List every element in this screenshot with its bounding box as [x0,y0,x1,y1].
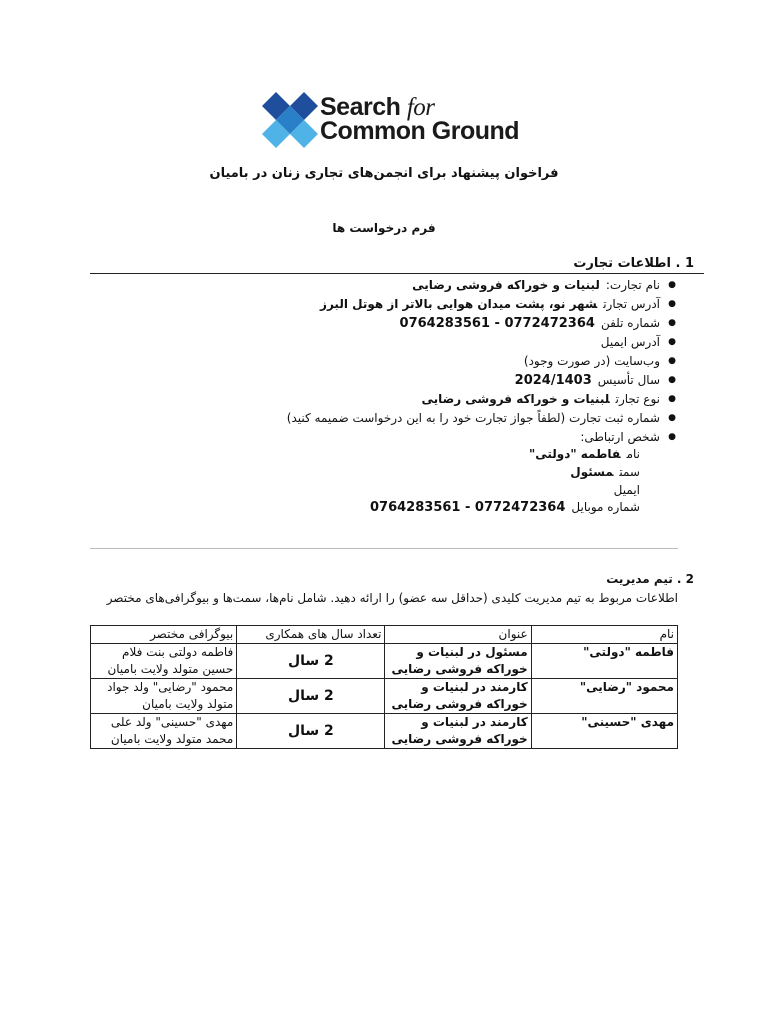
list-item-business-type [198,390,678,409]
field-value: لبنیات و خوراکه فروشی رضایی [421,392,610,406]
section-divider [90,548,678,549]
bullet-icon: ● [668,280,676,290]
contact-name: نامفاطمه "دولتی" [528,447,640,461]
member-role: کارمند در لبنیات و خوراکه فروشی رضایی [385,679,531,714]
bullet-icon: ● [668,394,676,404]
list-item-contact-person [198,428,678,447]
contact-mobile: شماره موبایل0772472364 - 0764283561 [370,500,640,515]
field-value: 0772472364 - 0764283561 [399,316,595,331]
bullet-icon: ● [668,432,676,442]
field-label: شماره تلفن [600,316,660,330]
bullet-icon: ● [668,337,676,347]
list-item-website [198,352,678,371]
member-name: مهدی "حسینی" [531,714,677,749]
bullet-icon: ● [668,375,676,385]
logo-line-1: Search for [320,93,435,121]
contact-email: ایمیل [613,483,640,497]
logo-line-2: Common Ground [320,117,520,145]
member-years: 2 سال [237,679,385,714]
section-1-divider [90,273,704,274]
column-header-title: عنوان [385,626,531,644]
list-item-registration-number [198,409,678,428]
field-label: وب‌سایت (در صورت وجود) [523,354,660,368]
section-2-heading: 2 . تیم مدیریت [606,572,694,586]
list-item-business-address [198,295,678,314]
form-subtitle: فرم درخواست ها [332,221,436,235]
list-item-phone [198,314,678,333]
field-label: نام تجارت: [605,278,660,292]
field-value: لبنیات و خوراکه فروشی رضایی [412,278,600,292]
bullet-icon: ● [668,318,676,328]
member-name: محمود "رضایی" [531,679,677,714]
document-title: فراخوان پیشنهاد برای انجمن‌های تجاری زنان در بامیان [209,166,559,181]
section-1-heading: 1 . اطلاعات تجارت [573,256,694,271]
list-item-email [198,333,678,352]
table-row [91,714,678,749]
diamond-logo-icon [262,92,318,148]
member-bio: محمود "رضایی" ولد جواد متولد ولایت بامیان [91,679,237,714]
field-label: سال تأسیس [597,373,660,387]
field-label: شخص ارتباطی: [580,430,660,444]
field-label: آدرس ایمیل [600,335,660,349]
column-header-name: نام [531,626,677,644]
member-role: مسئول در لبنیات و خوراکه فروشی رضایی [385,644,531,679]
bullet-icon: ● [668,299,676,309]
member-bio: فاطمه دولتی بنت فلام حسین متولد ولایت بامیان [91,644,237,679]
field-value: شهر نو، پشت میدان هوایی بالاتر از هوتل البرز [320,297,598,311]
management-team-table [90,625,678,749]
bullet-icon: ● [668,413,676,423]
member-years: 2 سال [237,714,385,749]
list-item-founded-year [198,371,678,390]
table-header-row [91,626,678,644]
member-role: کارمند در لبنیات و خوراکه فروشی رضایی [385,714,531,749]
business-info-list [198,276,678,447]
field-label: آدرس تجارت [603,297,660,311]
table-row [91,644,678,679]
search-for-common-ground-logo [262,90,520,152]
bullet-icon: ● [668,356,676,366]
table-row [91,679,678,714]
member-bio: مهدی "حسینی" ولد علی محمد متولد ولایت بامیان [91,714,237,749]
member-name: فاطمه "دولتی" [531,644,677,679]
list-item-business-name [198,276,678,295]
column-header-bio: بیوگرافی مختصر [91,626,237,644]
member-years: 2 سال [237,644,385,679]
column-header-years: تعداد سال های همکاری [237,626,385,644]
field-value: 2024/1403 [514,373,592,388]
contact-position: سمتمسئول [570,465,640,479]
section-2-intro: اطلاعات مربوط به تیم مدیریت کلیدی (حداقل سه عضو) را ارائه دهید. شامل نام‌ها، سمت‌ها و بیوگرافی‌های مختصر [106,591,678,605]
field-label: نوع تجارت [615,392,660,406]
field-label: شماره ثبت تجارت (لطفاً جواز تجارت خود را به این درخواست ضمیمه کنید) [286,411,660,425]
